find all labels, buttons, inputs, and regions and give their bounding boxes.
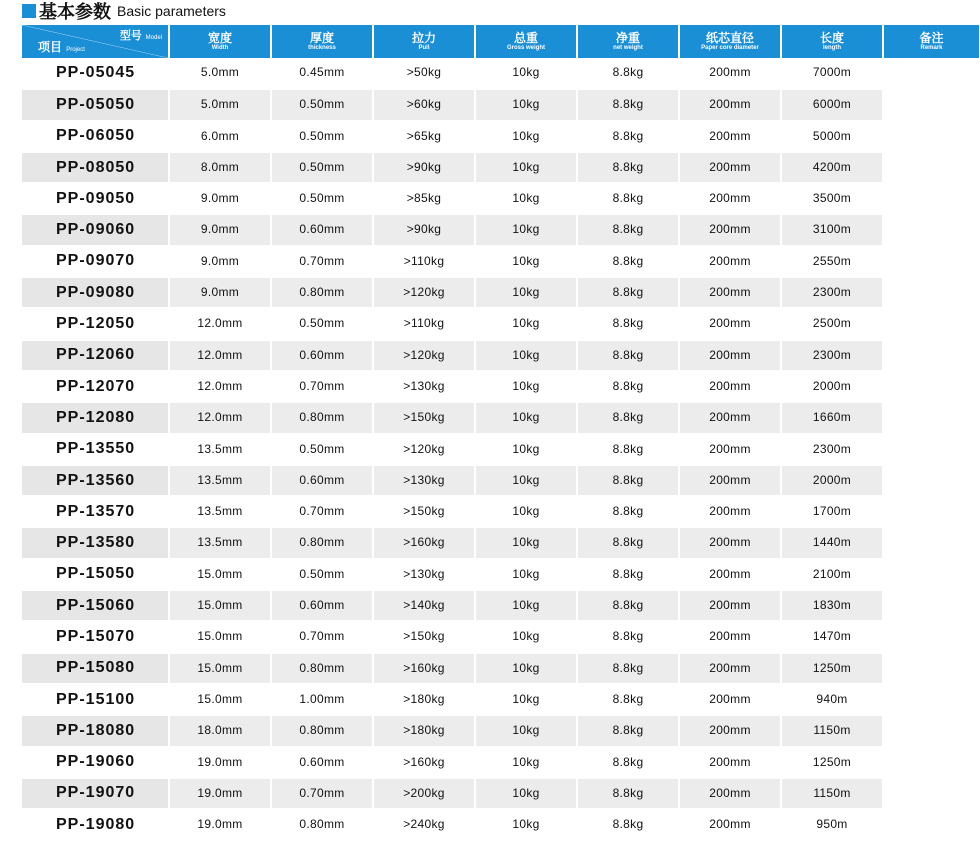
header-remark: 备注 Remark — [883, 25, 980, 58]
width-cell: 19.0mm — [169, 778, 271, 809]
model-cell: PP-13550 — [22, 434, 169, 465]
width-cell: 13.5mm — [169, 465, 271, 496]
gross-cell: 10kg — [475, 778, 577, 809]
core-cell: 200mm — [679, 183, 781, 214]
table-row — [22, 246, 980, 277]
gross-cell: 10kg — [475, 308, 577, 339]
width-cell: 12.0mm — [169, 402, 271, 433]
width-cell: 19.0mm — [169, 809, 271, 840]
width-cell: 18.0mm — [169, 715, 271, 746]
length-cell: 940m — [781, 684, 883, 715]
width-cell: 5.0mm — [169, 58, 271, 89]
pull-cell: >130kg — [373, 559, 475, 590]
core-cell: 200mm — [679, 434, 781, 465]
core-cell: 200mm — [679, 465, 781, 496]
pull-cell: >120kg — [373, 277, 475, 308]
thickness-cell: 0.50mm — [271, 89, 373, 120]
width-cell: 13.5mm — [169, 434, 271, 465]
gross-cell: 10kg — [475, 590, 577, 621]
net-cell: 8.8kg — [577, 559, 679, 590]
pull-cell: >85kg — [373, 183, 475, 214]
gross-cell: 10kg — [475, 434, 577, 465]
length-cell: 6000m — [781, 89, 883, 120]
thickness-cell: 0.70mm — [271, 496, 373, 527]
net-cell: 8.8kg — [577, 246, 679, 277]
pull-cell: >110kg — [373, 246, 475, 277]
thickness-cell: 0.70mm — [271, 371, 373, 402]
thickness-cell: 0.50mm — [271, 434, 373, 465]
gross-cell: 10kg — [475, 183, 577, 214]
table-header-row — [22, 25, 980, 58]
length-cell: 950m — [781, 809, 883, 840]
thickness-cell: 0.80mm — [271, 653, 373, 684]
model-cell: PP-09050 — [22, 183, 169, 214]
core-cell: 200mm — [679, 653, 781, 684]
model-cell: PP-09060 — [22, 214, 169, 245]
net-cell: 8.8kg — [577, 277, 679, 308]
core-cell: 200mm — [679, 89, 781, 120]
thickness-cell: 0.70mm — [271, 621, 373, 652]
net-cell: 8.8kg — [577, 527, 679, 558]
gross-cell: 10kg — [475, 496, 577, 527]
thickness-cell: 0.60mm — [271, 214, 373, 245]
table-row — [22, 308, 980, 339]
length-cell: 2300m — [781, 434, 883, 465]
pull-cell: >90kg — [373, 152, 475, 183]
gross-cell: 10kg — [475, 371, 577, 402]
width-cell: 9.0mm — [169, 246, 271, 277]
pull-cell: >160kg — [373, 653, 475, 684]
gross-cell: 10kg — [475, 152, 577, 183]
width-cell: 15.0mm — [169, 621, 271, 652]
model-cell: PP-08050 — [22, 152, 169, 183]
table-row — [22, 371, 980, 402]
thickness-cell: 0.80mm — [271, 402, 373, 433]
net-cell: 8.8kg — [577, 465, 679, 496]
length-cell: 1470m — [781, 621, 883, 652]
core-cell: 200mm — [679, 246, 781, 277]
core-cell: 200mm — [679, 277, 781, 308]
length-cell: 7000m — [781, 58, 883, 89]
length-cell: 1700m — [781, 496, 883, 527]
core-cell: 200mm — [679, 559, 781, 590]
width-cell: 8.0mm — [169, 152, 271, 183]
parameters-table — [22, 25, 980, 841]
header-length: 长度 length — [781, 25, 883, 58]
table-row — [22, 684, 980, 715]
gross-cell: 10kg — [475, 277, 577, 308]
model-cell: PP-19080 — [22, 809, 169, 840]
gross-cell: 10kg — [475, 684, 577, 715]
model-cell: PP-13580 — [22, 527, 169, 558]
remark-cell — [883, 58, 980, 840]
model-cell: PP-15070 — [22, 621, 169, 652]
model-cell: PP-12070 — [22, 371, 169, 402]
net-cell: 8.8kg — [577, 590, 679, 621]
thickness-cell: 0.45mm — [271, 58, 373, 89]
net-cell: 8.8kg — [577, 89, 679, 120]
length-cell: 1150m — [781, 778, 883, 809]
gross-cell: 10kg — [475, 621, 577, 652]
header-pull: 拉力 Pull — [373, 25, 475, 58]
pull-cell: >240kg — [373, 809, 475, 840]
gross-cell: 10kg — [475, 559, 577, 590]
net-cell: 8.8kg — [577, 621, 679, 652]
net-cell: 8.8kg — [577, 340, 679, 371]
core-cell: 200mm — [679, 621, 781, 652]
core-cell: 200mm — [679, 340, 781, 371]
core-cell: 200mm — [679, 214, 781, 245]
model-cell: PP-12050 — [22, 308, 169, 339]
net-cell: 8.8kg — [577, 434, 679, 465]
net-cell: 8.8kg — [577, 152, 679, 183]
thickness-cell: 0.50mm — [271, 559, 373, 590]
table-row — [22, 590, 980, 621]
table-row — [22, 183, 980, 214]
table-row — [22, 653, 980, 684]
length-cell: 1150m — [781, 715, 883, 746]
length-cell: 2000m — [781, 465, 883, 496]
length-cell: 1440m — [781, 527, 883, 558]
model-cell: PP-19070 — [22, 778, 169, 809]
pull-cell: >60kg — [373, 89, 475, 120]
width-cell: 15.0mm — [169, 653, 271, 684]
length-cell: 1830m — [781, 590, 883, 621]
net-cell: 8.8kg — [577, 121, 679, 152]
thickness-cell: 0.80mm — [271, 715, 373, 746]
pull-cell: >110kg — [373, 308, 475, 339]
model-cell: PP-09070 — [22, 246, 169, 277]
header-width: 宽度 Width — [169, 25, 271, 58]
model-cell: PP-12060 — [22, 340, 169, 371]
net-cell: 8.8kg — [577, 183, 679, 214]
net-cell: 8.8kg — [577, 308, 679, 339]
pull-cell: >140kg — [373, 590, 475, 621]
core-cell: 200mm — [679, 58, 781, 89]
core-cell: 200mm — [679, 496, 781, 527]
net-cell: 8.8kg — [577, 809, 679, 840]
width-cell: 13.5mm — [169, 527, 271, 558]
table-row — [22, 559, 980, 590]
pull-cell: >130kg — [373, 465, 475, 496]
core-cell: 200mm — [679, 402, 781, 433]
net-cell: 8.8kg — [577, 778, 679, 809]
length-cell: 1250m — [781, 747, 883, 778]
model-cell: PP-09080 — [22, 277, 169, 308]
pull-cell: >180kg — [373, 684, 475, 715]
length-cell: 2000m — [781, 371, 883, 402]
table-row — [22, 402, 980, 433]
pull-cell: >150kg — [373, 402, 475, 433]
model-cell: PP-13570 — [22, 496, 169, 527]
pull-cell: >50kg — [373, 58, 475, 89]
thickness-cell: 0.70mm — [271, 778, 373, 809]
thickness-cell: 0.60mm — [271, 465, 373, 496]
core-cell: 200mm — [679, 590, 781, 621]
length-cell: 3100m — [781, 214, 883, 245]
width-cell: 15.0mm — [169, 684, 271, 715]
model-cell: PP-19060 — [22, 747, 169, 778]
net-cell: 8.8kg — [577, 402, 679, 433]
length-cell: 2550m — [781, 246, 883, 277]
pull-cell: >90kg — [373, 214, 475, 245]
gross-cell: 10kg — [475, 340, 577, 371]
section-title-en: Basic parameters — [117, 3, 226, 19]
table-row — [22, 434, 980, 465]
model-cell: PP-05045 — [22, 58, 169, 89]
core-cell: 200mm — [679, 371, 781, 402]
length-cell: 2300m — [781, 277, 883, 308]
model-cell: PP-15080 — [22, 653, 169, 684]
gross-cell: 10kg — [475, 809, 577, 840]
gross-cell: 10kg — [475, 527, 577, 558]
pull-cell: >130kg — [373, 371, 475, 402]
core-cell: 200mm — [679, 308, 781, 339]
model-cell: PP-12080 — [22, 402, 169, 433]
net-cell: 8.8kg — [577, 214, 679, 245]
length-cell: 2100m — [781, 559, 883, 590]
table-row — [22, 715, 980, 746]
core-cell: 200mm — [679, 778, 781, 809]
width-cell: 9.0mm — [169, 277, 271, 308]
gross-cell: 10kg — [475, 402, 577, 433]
model-cell: PP-15050 — [22, 559, 169, 590]
thickness-cell: 1.00mm — [271, 684, 373, 715]
model-cell: PP-15060 — [22, 590, 169, 621]
core-cell: 200mm — [679, 152, 781, 183]
table-row — [22, 89, 980, 120]
length-cell: 5000m — [781, 121, 883, 152]
length-cell: 2300m — [781, 340, 883, 371]
gross-cell: 10kg — [475, 89, 577, 120]
header-project-label: 项目 Project — [38, 40, 85, 54]
thickness-cell: 0.50mm — [271, 183, 373, 214]
net-cell: 8.8kg — [577, 653, 679, 684]
header-net-weight: 净重 net weight — [577, 25, 679, 58]
pull-cell: >160kg — [373, 527, 475, 558]
section-title-cn: 基本参数 — [39, 2, 111, 23]
header-model-label: 型号 Model — [119, 29, 162, 42]
pull-cell: >150kg — [373, 621, 475, 652]
pull-cell: >65kg — [373, 121, 475, 152]
pull-cell: >180kg — [373, 715, 475, 746]
section-title — [22, 0, 226, 22]
gross-cell: 10kg — [475, 747, 577, 778]
net-cell: 8.8kg — [577, 58, 679, 89]
width-cell: 12.0mm — [169, 340, 271, 371]
model-cell: PP-18080 — [22, 715, 169, 746]
pull-cell: >160kg — [373, 747, 475, 778]
net-cell: 8.8kg — [577, 371, 679, 402]
net-cell: 8.8kg — [577, 747, 679, 778]
thickness-cell: 0.80mm — [271, 809, 373, 840]
width-cell: 12.0mm — [169, 371, 271, 402]
header-gross-weight: 总重 Gross weight — [475, 25, 577, 58]
thickness-cell: 0.60mm — [271, 340, 373, 371]
square-bullet-icon — [22, 4, 36, 18]
model-cell: PP-05050 — [22, 89, 169, 120]
gross-cell: 10kg — [475, 58, 577, 89]
thickness-cell: 0.50mm — [271, 121, 373, 152]
width-cell: 5.0mm — [169, 89, 271, 120]
pull-cell: >150kg — [373, 496, 475, 527]
thickness-cell: 0.50mm — [271, 152, 373, 183]
pull-cell: >200kg — [373, 778, 475, 809]
net-cell: 8.8kg — [577, 684, 679, 715]
table-row — [22, 747, 980, 778]
model-cell: PP-06050 — [22, 121, 169, 152]
table-body — [22, 58, 980, 840]
table-row — [22, 778, 980, 809]
gross-cell: 10kg — [475, 465, 577, 496]
model-cell: PP-15100 — [22, 684, 169, 715]
core-cell: 200mm — [679, 715, 781, 746]
thickness-cell: 0.70mm — [271, 246, 373, 277]
table-row — [22, 527, 980, 558]
header-model-project-cell — [22, 25, 169, 58]
table-row — [22, 214, 980, 245]
table-row — [22, 465, 980, 496]
table-row — [22, 152, 980, 183]
table-row — [22, 340, 980, 371]
gross-cell: 10kg — [475, 121, 577, 152]
length-cell: 2500m — [781, 308, 883, 339]
table-row — [22, 496, 980, 527]
width-cell: 9.0mm — [169, 183, 271, 214]
thickness-cell: 0.60mm — [271, 590, 373, 621]
width-cell: 15.0mm — [169, 559, 271, 590]
table-row — [22, 621, 980, 652]
core-cell: 200mm — [679, 809, 781, 840]
core-cell: 200mm — [679, 527, 781, 558]
table-row — [22, 277, 980, 308]
table-row — [22, 121, 980, 152]
table-row — [22, 58, 980, 89]
core-cell: 200mm — [679, 684, 781, 715]
core-cell: 200mm — [679, 747, 781, 778]
model-cell: PP-13560 — [22, 465, 169, 496]
thickness-cell: 0.80mm — [271, 527, 373, 558]
gross-cell: 10kg — [475, 214, 577, 245]
width-cell: 19.0mm — [169, 747, 271, 778]
thickness-cell: 0.80mm — [271, 277, 373, 308]
width-cell: 13.5mm — [169, 496, 271, 527]
width-cell: 9.0mm — [169, 214, 271, 245]
length-cell: 1250m — [781, 653, 883, 684]
width-cell: 15.0mm — [169, 590, 271, 621]
length-cell: 1660m — [781, 402, 883, 433]
net-cell: 8.8kg — [577, 715, 679, 746]
core-cell: 200mm — [679, 121, 781, 152]
pull-cell: >120kg — [373, 340, 475, 371]
length-cell: 3500m — [781, 183, 883, 214]
pull-cell: >120kg — [373, 434, 475, 465]
table-row — [22, 809, 980, 840]
width-cell: 12.0mm — [169, 308, 271, 339]
length-cell: 4200m — [781, 152, 883, 183]
thickness-cell: 0.60mm — [271, 747, 373, 778]
header-thickness: 厚度 thickness — [271, 25, 373, 58]
gross-cell: 10kg — [475, 715, 577, 746]
thickness-cell: 0.50mm — [271, 308, 373, 339]
gross-cell: 10kg — [475, 246, 577, 277]
gross-cell: 10kg — [475, 653, 577, 684]
width-cell: 6.0mm — [169, 121, 271, 152]
net-cell: 8.8kg — [577, 496, 679, 527]
header-core-diameter: 纸芯直径 Paper core diameter — [679, 25, 781, 58]
